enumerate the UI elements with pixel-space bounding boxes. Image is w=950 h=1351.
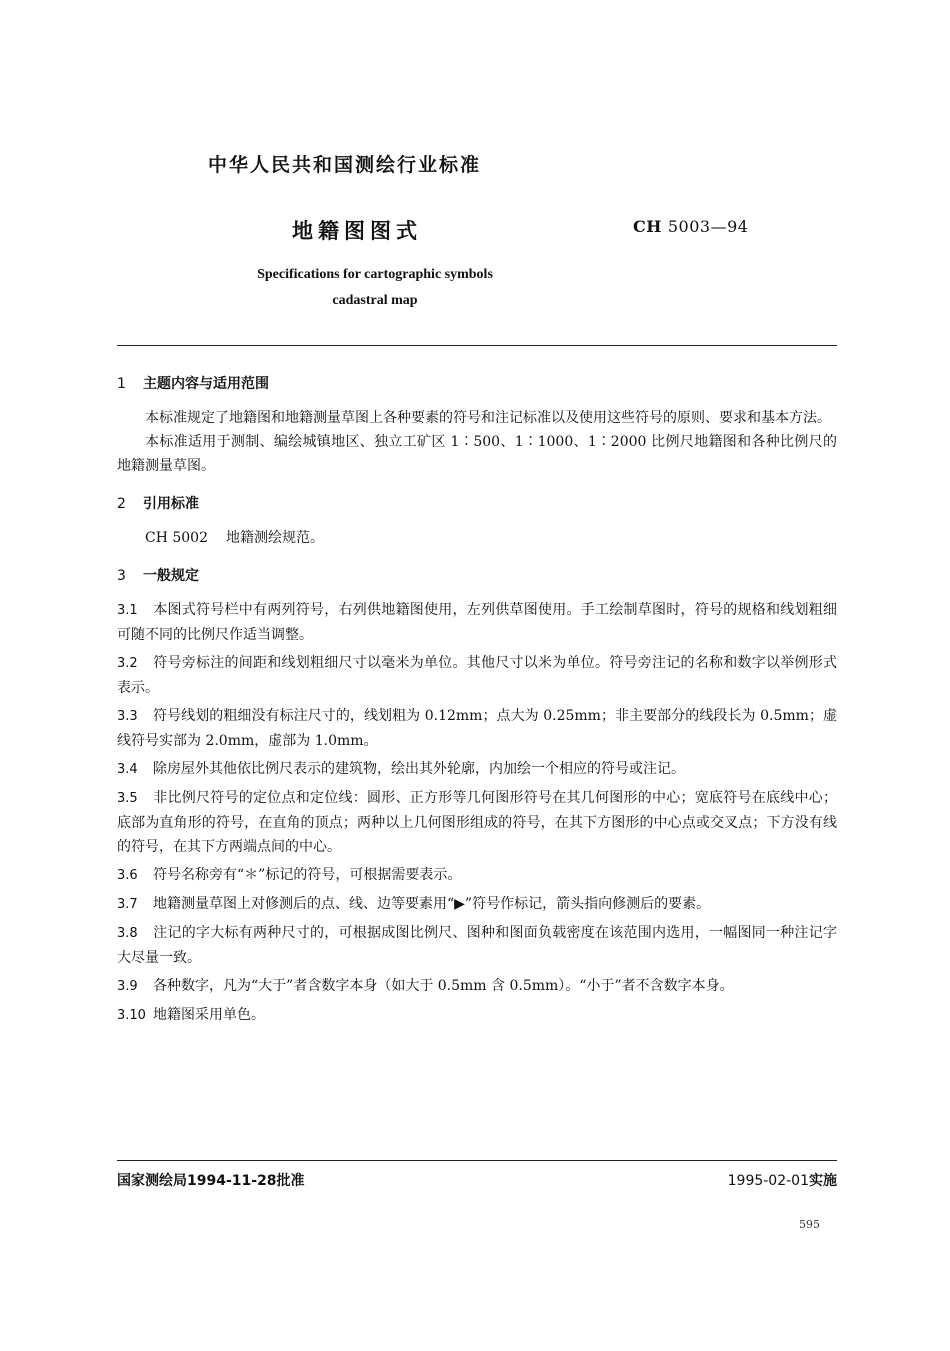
clause-number: 3.1 [117,603,138,618]
clause-number: 3.3 [117,709,138,724]
standard-category-title: 中华人民共和国测绘行业标准 [208,154,482,176]
referenced-standard [117,526,837,550]
approval-statement: 国家测绘局1994-11-28批准 [117,1173,305,1189]
clause-number: 3.9 [117,979,138,994]
clause-text: 符号旁标注的间距和线划粗细尺寸以毫米为单位。其他尺寸以米为单位。符号旁注记的名称和数字以举例形式表示。 [117,655,837,696]
section-title: 一般规定 [143,568,199,584]
clause-text: 非比例尺符号的定位点和定位线：圆形、正方形等几何图形符号在其几何图形的中心；宽底符号在底线中心；底部为直角形的符号，在直角的顶点；两种以上几何图形组成的符号，在其下方图形的中心点或交叉点；下方没有线的符号，在其下方两端点间的中心。 [117,790,837,855]
effective-suffix: 实施 [809,1173,837,1189]
paragraph: 本标准规定了地籍图和地籍测量草图上各种要素的符号和注记标准以及使用这些符号的原则、要求和基本方法。 [145,410,831,426]
clause-number: 3.10 [117,1008,146,1023]
document-body [117,372,837,1032]
document-code [633,217,748,236]
clause-number: 3.6 [117,868,138,883]
clause-number: 3.7 [117,897,138,912]
header-divider [117,345,837,346]
clause-text: 注记的字大标有两种尺寸的，可根据成图比例尺、图种和图面负载密度在该范围内选用，一幅图同一种注记字大尽量一致。 [117,925,837,966]
document-title: 地籍图图式 [292,219,422,243]
clause-text: 本图式符号栏中有两列符号，右列供地籍图使用，左列供草图使用。手工绘制草图时，符号的规格和线划粗细可随不同的比例尺作适当调整。 [117,602,837,643]
clause-3-8 [117,921,837,970]
effective-date: 1995-02-01 [727,1173,809,1189]
clause-3-9 [117,974,837,999]
clause-number: 3.5 [117,791,138,806]
english-title-line-2: cadastral map [332,293,418,308]
clause-3-4 [117,757,837,782]
clause-number: 3.8 [117,926,138,941]
clause-3-10 [117,1003,837,1028]
clause-number: 3.4 [117,762,138,777]
document-code-prefix: CH [633,217,662,236]
clause-3-2 [117,651,837,700]
effective-statement [700,1170,837,1190]
clause-3-3 [117,704,837,753]
clause-text: 各种数字，凡为“大于”者含数字本身（如大于 0.5mm 含 0.5mm）。“小于”者不含数字本身。 [153,978,734,994]
section-title: 主题内容与适用范围 [143,376,269,392]
clause-3-7 [117,892,837,917]
clause-text: 符号名称旁有“＊”标记的符号，可根据需要表示。 [153,867,462,883]
referenced-standard-title: 地籍测绘规范。 [226,530,324,546]
section-number: 3 [117,568,126,584]
document-code-number: 5003—94 [667,217,749,236]
section-number: 1 [117,376,126,392]
clause-3-6 [117,863,837,888]
referenced-standard-code: CH 5002 [145,530,208,546]
english-title [150,262,600,314]
footer-divider [117,1160,837,1161]
clause-3-1 [117,598,837,647]
clause-text: 地籍测量草图上对修测后的点、线、边等要素用“▶”符号作标记，箭头指向修测后的要素。 [153,896,711,912]
paragraph: 本标准适用于测制、编绘城镇地区、独立工矿区 1∶500、1∶1000、1∶2000 比例尺地籍图和各种比例尺的地籍测量草图。 [117,434,837,474]
clause-3-5 [117,786,837,859]
section-3-heading [117,564,837,588]
clause-text: 符号线划的粗细没有标注尺寸的，线划粗为 0.12mm；点大为 0.25mm；非主要部分的线段长为 0.5mm；虚线符号实部为 2.0mm，虚部为 1.0mm。 [117,708,837,749]
section-number: 2 [117,496,126,512]
section-title: 引用标准 [143,496,199,512]
clause-text: 地籍图采用单色。 [153,1007,265,1023]
section-2-heading [117,492,837,516]
clause-text: 除房屋外其他依比例尺表示的建筑物，绘出其外轮廓，内加绘一个相应的符号或注记。 [153,761,685,777]
clause-number: 3.2 [117,656,138,671]
section-1-heading [117,372,837,396]
page-number: 595 [799,1218,820,1231]
english-title-line-1: Specifications for cartographic symbols [257,267,493,282]
